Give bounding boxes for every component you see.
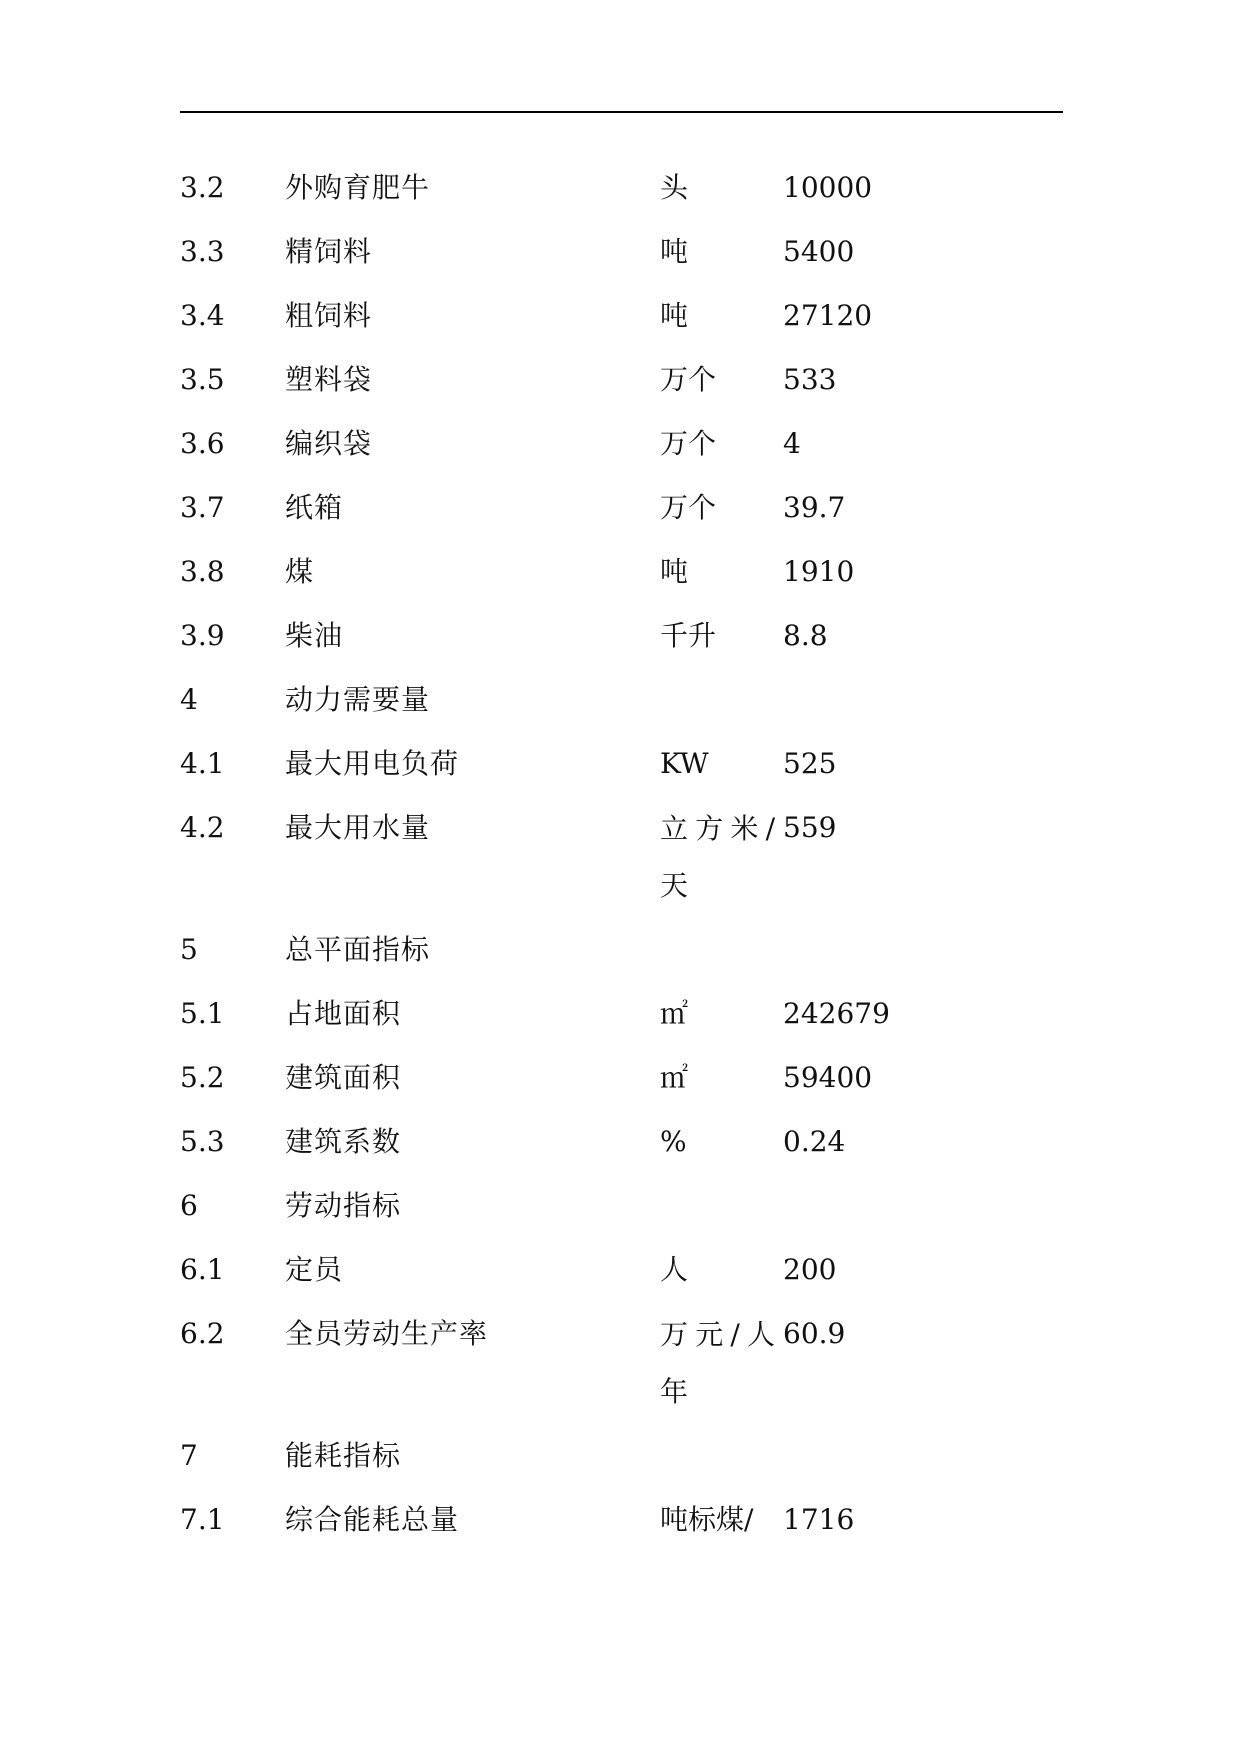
table-row xyxy=(0,994,1241,1034)
table-row xyxy=(0,232,1241,272)
table-row xyxy=(0,1250,1241,1290)
table-row xyxy=(0,488,1241,528)
header-rule xyxy=(180,111,1063,113)
row-name: 定员 xyxy=(285,1253,344,1286)
section-row xyxy=(0,1186,1241,1226)
row-name: 建筑系数 xyxy=(285,1125,402,1158)
table-row xyxy=(0,744,1241,784)
row-value: 242679 xyxy=(783,997,890,1030)
row-unit: 吨 xyxy=(660,299,689,332)
row-number: 3.4 xyxy=(180,299,225,332)
row-unit: 人 xyxy=(660,1253,689,1286)
row-value: 533 xyxy=(783,363,837,396)
row-name: 纸箱 xyxy=(285,491,344,524)
row-value: 0.24 xyxy=(783,1125,846,1158)
row-name: 全员劳动生产率 xyxy=(285,1317,489,1350)
row-value: 4 xyxy=(783,427,801,460)
row-number: 4.2 xyxy=(180,811,225,844)
row-unit: 万元/人年 xyxy=(660,1318,775,1408)
row-unit: ㎡ xyxy=(660,997,689,1030)
row-number: 3.8 xyxy=(180,555,225,588)
row-number: 7.1 xyxy=(180,1503,225,1536)
row-unit: 万个 xyxy=(660,491,717,524)
row-name: 动力需要量 xyxy=(285,683,431,716)
row-number: 3.2 xyxy=(180,171,225,204)
row-number: 4.1 xyxy=(180,747,225,780)
row-number: 3.3 xyxy=(180,235,225,268)
row-number: 7 xyxy=(180,1439,198,1472)
row-number: 5.2 xyxy=(180,1061,225,1094)
row-name: 外购育肥牛 xyxy=(285,171,431,204)
row-unit: 吨标煤/ xyxy=(660,1503,754,1536)
row-name: 塑料袋 xyxy=(285,363,373,396)
row-name: 柴油 xyxy=(285,619,344,652)
row-unit: 万个 xyxy=(660,363,717,396)
table-row xyxy=(0,424,1241,464)
row-name: 劳动指标 xyxy=(285,1189,402,1222)
row-number: 5.1 xyxy=(180,997,225,1030)
row-value: 1716 xyxy=(783,1503,855,1536)
row-value: 1910 xyxy=(783,555,855,588)
row-unit: KW xyxy=(660,747,709,780)
table-row xyxy=(0,360,1241,400)
row-value: 8.8 xyxy=(783,619,828,652)
row-name: 能耗指标 xyxy=(285,1439,402,1472)
row-unit: % xyxy=(660,1125,687,1158)
row-name: 精饲料 xyxy=(285,235,373,268)
row-name: 粗饲料 xyxy=(285,299,373,332)
row-name: 煤 xyxy=(285,555,315,588)
table-row xyxy=(0,1500,1241,1540)
row-number: 6 xyxy=(180,1189,198,1222)
row-number: 6.1 xyxy=(180,1253,225,1286)
row-name: 最大用水量 xyxy=(285,811,431,844)
row-value: 27120 xyxy=(783,299,873,332)
row-value: 5400 xyxy=(783,235,855,268)
row-value: 200 xyxy=(783,1253,837,1286)
row-unit: 头 xyxy=(660,171,689,204)
table-row xyxy=(0,296,1241,336)
row-value: 559 xyxy=(783,811,837,844)
row-number: 3.9 xyxy=(180,619,225,652)
row-unit: 万个 xyxy=(660,427,717,460)
row-value: 10000 xyxy=(783,171,873,204)
row-value: 59400 xyxy=(783,1061,873,1094)
row-unit: ㎡ xyxy=(660,1061,689,1094)
row-number: 5 xyxy=(180,933,198,966)
table-row xyxy=(0,1122,1241,1162)
section-row xyxy=(0,1436,1241,1476)
row-number: 5.3 xyxy=(180,1125,225,1158)
row-unit: 立方米/天 xyxy=(660,812,775,902)
row-name: 编织袋 xyxy=(285,427,373,460)
row-number: 3.5 xyxy=(180,363,225,396)
row-number: 3.6 xyxy=(180,427,225,460)
table-row xyxy=(0,168,1241,208)
row-value: 39.7 xyxy=(783,491,846,524)
table-row xyxy=(0,808,1241,902)
section-row xyxy=(0,930,1241,970)
row-unit: 吨 xyxy=(660,235,689,268)
row-value: 525 xyxy=(783,747,837,780)
row-name: 最大用电负荷 xyxy=(285,747,460,780)
row-unit: 千升 xyxy=(660,619,717,652)
row-number: 4 xyxy=(180,683,198,716)
table-row xyxy=(0,1058,1241,1098)
row-value: 60.9 xyxy=(783,1317,846,1350)
section-row xyxy=(0,680,1241,720)
row-name: 建筑面积 xyxy=(285,1061,402,1094)
row-unit: 吨 xyxy=(660,555,689,588)
table-row xyxy=(0,552,1241,592)
row-number: 3.7 xyxy=(180,491,225,524)
row-number: 6.2 xyxy=(180,1317,225,1350)
table-row xyxy=(0,616,1241,656)
row-name: 综合能耗总量 xyxy=(285,1503,460,1536)
row-name: 总平面指标 xyxy=(285,933,431,966)
table-row xyxy=(0,1314,1241,1408)
row-name: 占地面积 xyxy=(285,997,402,1030)
